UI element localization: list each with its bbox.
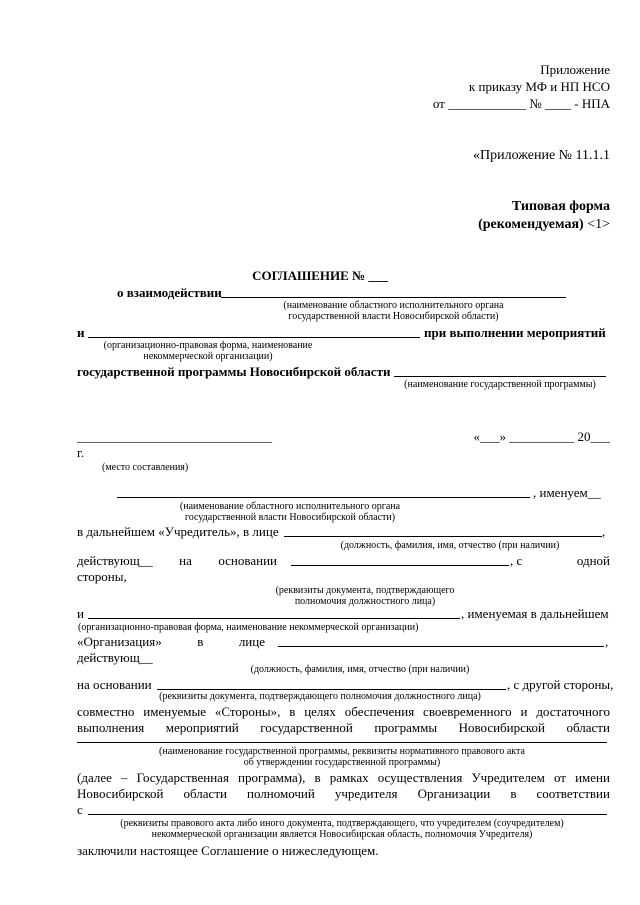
- word: полномочий: [247, 786, 315, 801]
- word: Учредителем: [471, 770, 545, 785]
- word: осуществления: [377, 770, 463, 785]
- word: именуемые: [143, 704, 207, 719]
- word: государственной: [260, 720, 353, 735]
- word: достаточного: [536, 704, 610, 719]
- word: (далее: [77, 770, 112, 785]
- word: Новосибирской: [458, 720, 546, 735]
- comma: ,: [602, 524, 606, 539]
- basis-label: на основании: [77, 677, 152, 692]
- position-hint-2: (должность, фамилия, имя, отчество (при наличии): [250, 664, 470, 675]
- word: программа),: [238, 770, 306, 785]
- word: области: [566, 720, 610, 735]
- and-label-2: и: [77, 606, 84, 621]
- founder-text: в дальнейшем «Учредитель», в лице: [77, 524, 279, 539]
- appendix-label: Приложение: [540, 62, 610, 77]
- order-reference: к приказу МФ и НП НСО: [468, 79, 610, 94]
- doc-hint-2: полномочия должностного лица): [294, 596, 436, 607]
- word: в: [314, 770, 321, 785]
- appendix-number: «Приложение № 11.1.1: [473, 148, 610, 163]
- region-line: [77, 786, 610, 801]
- word: –: [120, 770, 128, 785]
- acting-words: [77, 553, 277, 568]
- word: основании: [218, 553, 277, 568]
- program-name-line[interactable]: [394, 376, 606, 377]
- doc-full-hint: (реквизиты документа, подтверждающего полномочия должностного лица): [159, 691, 481, 702]
- place-line[interactable]: ______________________________: [77, 429, 272, 444]
- word: лице: [238, 634, 265, 649]
- organ-hint-2: государственной власти Новосибирской области): [288, 311, 499, 322]
- org-full-hint: (организационно-правовая форма, наименование некоммерческой организации): [78, 622, 419, 633]
- founder-hint-1: (наименование областного исполнительного органа: [179, 501, 401, 512]
- act-hint-1: (реквизиты правового акта либо иного документа, подтверждающего, что учредителем (соучредителем): [120, 818, 564, 829]
- order-number-line: от ____________ № ____ - НПА: [432, 96, 610, 111]
- word: от: [553, 770, 566, 785]
- other-side: , с другой стороны,: [507, 677, 614, 692]
- footnote-ref: <1>: [583, 217, 610, 232]
- named-further: , именуемая в дальнейшем: [461, 606, 609, 621]
- word: Государственная: [136, 770, 229, 785]
- word: соответствии: [536, 786, 610, 801]
- founder-basis-line[interactable]: [291, 565, 509, 566]
- founder-organ-line[interactable]: [117, 497, 530, 498]
- form-recommended: (рекомендуемая): [478, 217, 584, 232]
- program-hint: (наименование государственной программы): [404, 379, 596, 390]
- org-name-line[interactable]: [88, 337, 420, 338]
- org-hint-2: некоммерческой организации): [143, 351, 273, 362]
- word: выполнения: [77, 720, 145, 735]
- org-words: [77, 634, 265, 649]
- about-label: о взаимодействии: [117, 285, 222, 300]
- execution-line: [77, 720, 610, 735]
- word: в: [289, 704, 296, 719]
- together-line: [77, 704, 610, 719]
- organ-hint-1: (наименование областного исполнительного органа: [283, 300, 504, 311]
- further-line: [77, 770, 610, 785]
- org-basis-line[interactable]: [157, 689, 506, 690]
- organ-name-line[interactable]: [221, 297, 566, 298]
- org-hint-1: (организационно-правовая форма, наименование: [103, 340, 313, 351]
- concluded-text: заключили настоящее Соглашение о нижеследующем.: [77, 843, 379, 858]
- doc-hint-1: (реквизиты документа, подтверждающего: [275, 585, 455, 596]
- word: обеспечения: [344, 704, 415, 719]
- word: рамках: [329, 770, 369, 785]
- with-label: с: [77, 802, 83, 817]
- word: Новосибирской: [77, 786, 164, 801]
- form-title: Типовая форма: [511, 199, 610, 214]
- program-hint-1: (наименование государственной программы, реквизиты нормативного правового акта: [159, 746, 525, 757]
- word: Организации: [417, 786, 491, 801]
- word: «Организация»: [77, 634, 162, 649]
- position-hint: (должность, фамилия, имя, отчество (при наличии): [340, 540, 560, 551]
- word: на: [179, 553, 192, 568]
- agreement-title: СОГЛАШЕНИЕ № ___: [252, 268, 388, 283]
- word: в: [197, 634, 204, 649]
- founder-hint-2: государственной власти Новосибирской области): [184, 512, 396, 523]
- act-hint-2: некоммерческой организации является Новосибирская область, полномочия Учредителя): [151, 829, 533, 840]
- founder-person-line[interactable]: [284, 536, 602, 537]
- word: программы: [374, 720, 438, 735]
- date-line[interactable]: «___» __________ 20___: [473, 429, 610, 444]
- program-hint-2: об утверждении государственной программы): [243, 757, 441, 768]
- comma: ,: [605, 634, 609, 649]
- word: действующ__: [77, 553, 153, 568]
- word: целях: [304, 704, 336, 719]
- word: области: [183, 786, 227, 801]
- program-label: государственной программы Новосибирской области: [77, 364, 391, 379]
- word: мероприятий: [165, 720, 239, 735]
- word: имени: [575, 770, 610, 785]
- acting-2: действующ__: [77, 650, 153, 665]
- named-suffix: , именуем__: [533, 485, 601, 500]
- during-label: при выполнении мероприятий: [424, 325, 606, 340]
- org-name-line-2[interactable]: [88, 618, 460, 619]
- org-person-line[interactable]: [278, 646, 604, 647]
- word: одной: [576, 553, 610, 568]
- one-side-words: [510, 553, 610, 568]
- word: и: [520, 704, 528, 719]
- and-label: и: [77, 325, 85, 340]
- word: , с: [510, 553, 523, 568]
- form-subtitle: [478, 217, 610, 232]
- word: своевременного: [423, 704, 512, 719]
- sides-word: стороны,: [77, 569, 127, 584]
- program-details-line[interactable]: [77, 742, 607, 743]
- place-hint: (место составления): [102, 462, 189, 473]
- word: совместно: [77, 704, 135, 719]
- year-suffix: г.: [77, 445, 85, 460]
- word: «Стороны»,: [214, 704, 281, 719]
- word: учредителя: [334, 786, 398, 801]
- word: в: [510, 786, 517, 801]
- act-details-line[interactable]: [88, 814, 607, 815]
